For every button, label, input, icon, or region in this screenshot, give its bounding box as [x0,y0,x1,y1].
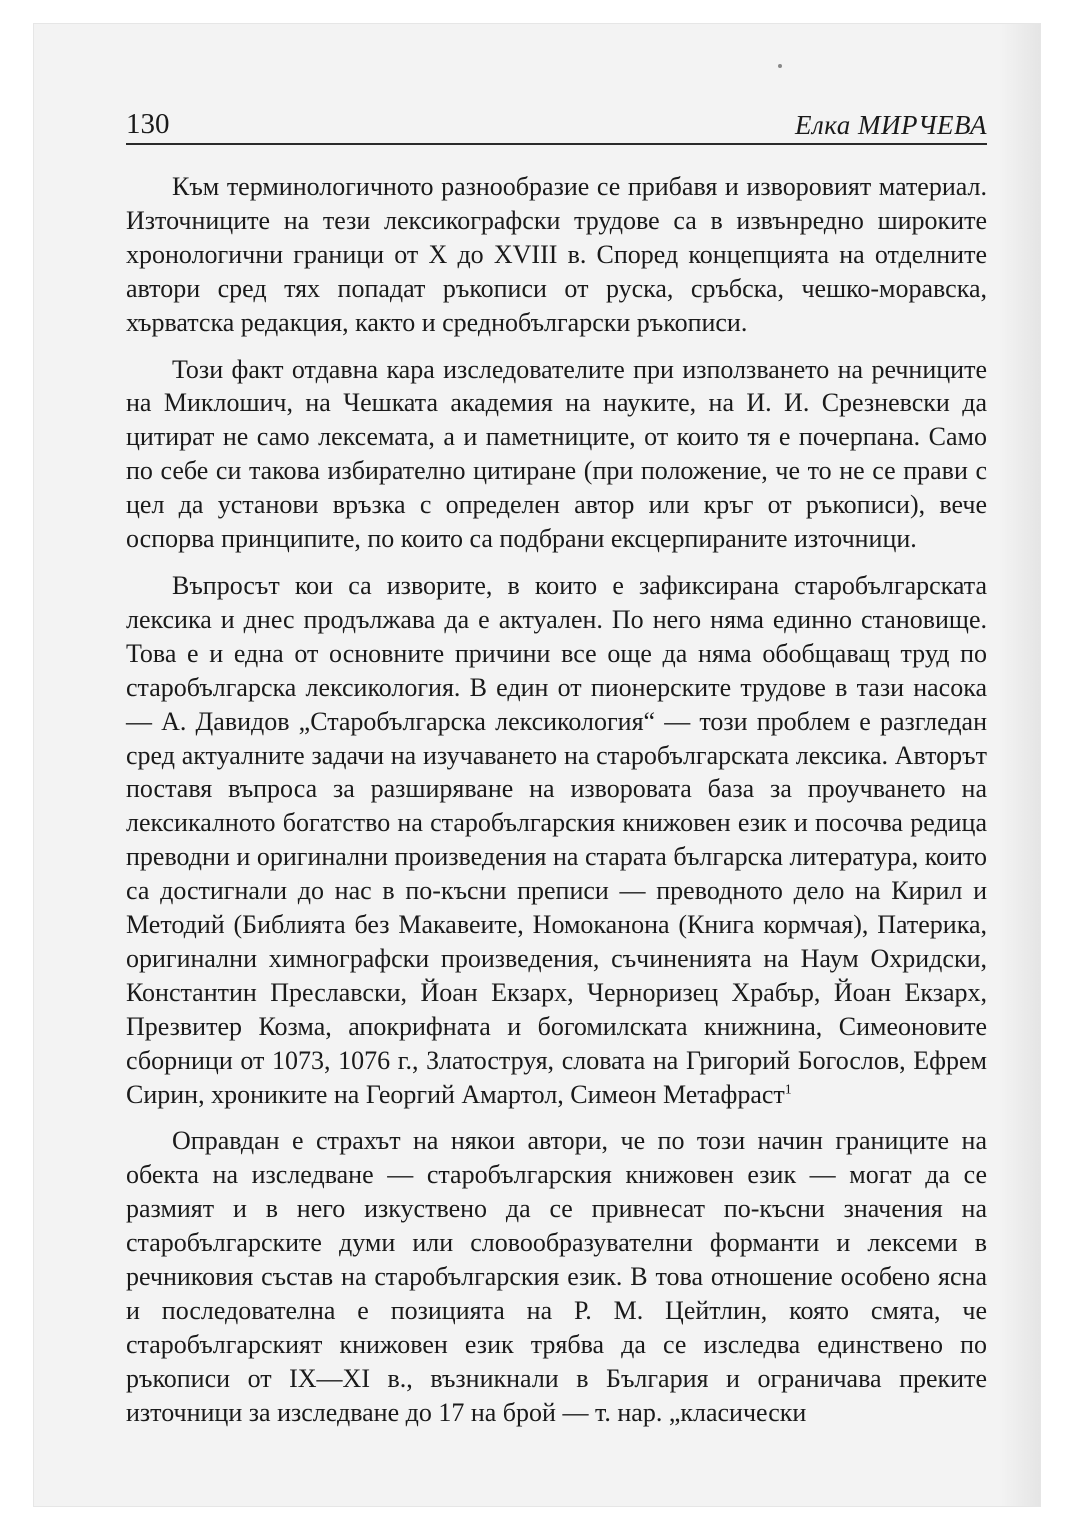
page-number: 130 [126,108,170,140]
running-head-author: Елка МИРЧЕВА [794,110,987,140]
paragraph-3 [126,569,987,1112]
paragraph-2: Този факт отдавна кара изследователите при използването на речниците на Миклошич, на Чешката академия на науките, на И. И. Срезневски да цитират не само лексемата, а и паметниците, от които тя е почерпана. Само по себе си такова избирателно цитиране (при положение, че то не се прави с цел да установи връзка с определен автор или кръг от ръкописи), вече оспорва принципите, по които са подбрани ексцерпираните източници. [126,354,987,554]
page-header [126,87,987,145]
paragraph-4: Оправдан е страхът на някои автори, че по този начин границите на обекта на изследване — старобългарския книжовен език — могат да се размият и в него изкуствено да се привнесат по-късни значения на старобългарските думи или словообразувателни форманти и лексеми в речниковия състав на старобългарския език. В това отношение особено ясна и последователна е позицията на Р. М. Цейтлин, която смята, че старобългарският книжовен език трябва да се изследва единствено по ръкописи от IX—XI в., възникнали в България и ограничава преките източници за изследване до 17 на брой — т. нар. „класически [126,1126,987,1427]
paragraph-1: Към терминологичното разнообразие се прибавя и изворовият материал. Източниците на тези лексикографски трудове са в извънредно широките хронологични граници от Х до XVIII в. Според концепцията на отделните автори сред тях попадат ръкописи от руска, сръбска, чешко-моравска, хърватска редакция, както и среднобългарски ръкописи. [126,172,987,337]
scan-speck [778,64,782,68]
paragraph-3-text: Въпросът кои са изворите, в които е зафиксирана старобългарската лексика и днес продължава да е актуален. По него няма единно становище. Това е и една от основните причини все още да няма обобщаващ труд по старобългарска лексикология. В един от пионерските трудове в тази насока — А. Давидов „Старобългарска лексикология“ — този проблем е разгледан сред актуалните задачи на изучаването на старобългарската лексика. Авторът поставя въпроса за разширяване на изворовата база за проучването на лексикалното богатство на старобългарския книжовен език и посочва редица преводни и оригинални произведения на старата българска литература, които са достигнали до нас в по-късни преписи — преводното дело на Кирил и Методий (Библията без Макавеите, Номоканона (Книга кормчая), Патерика, оригинални химнографски произведения, съчиненията на Наум Охридски, Константин Преславски, Йоан Екзарх, Черноризец Храбър, Йоан Екзарх, Презвитер Козма, апокрифната и богомилската книжнина, Симеоновите сборници от 1073, 1076 г., Златоструя, словата на Григорий Богослов, Ефрем Сирин, хрониките на Георгий Амартол, Симеон Метафраст [126,570,987,1109]
footnote-marker[interactable]: 1 [784,1081,792,1097]
body-text [126,170,987,1430]
